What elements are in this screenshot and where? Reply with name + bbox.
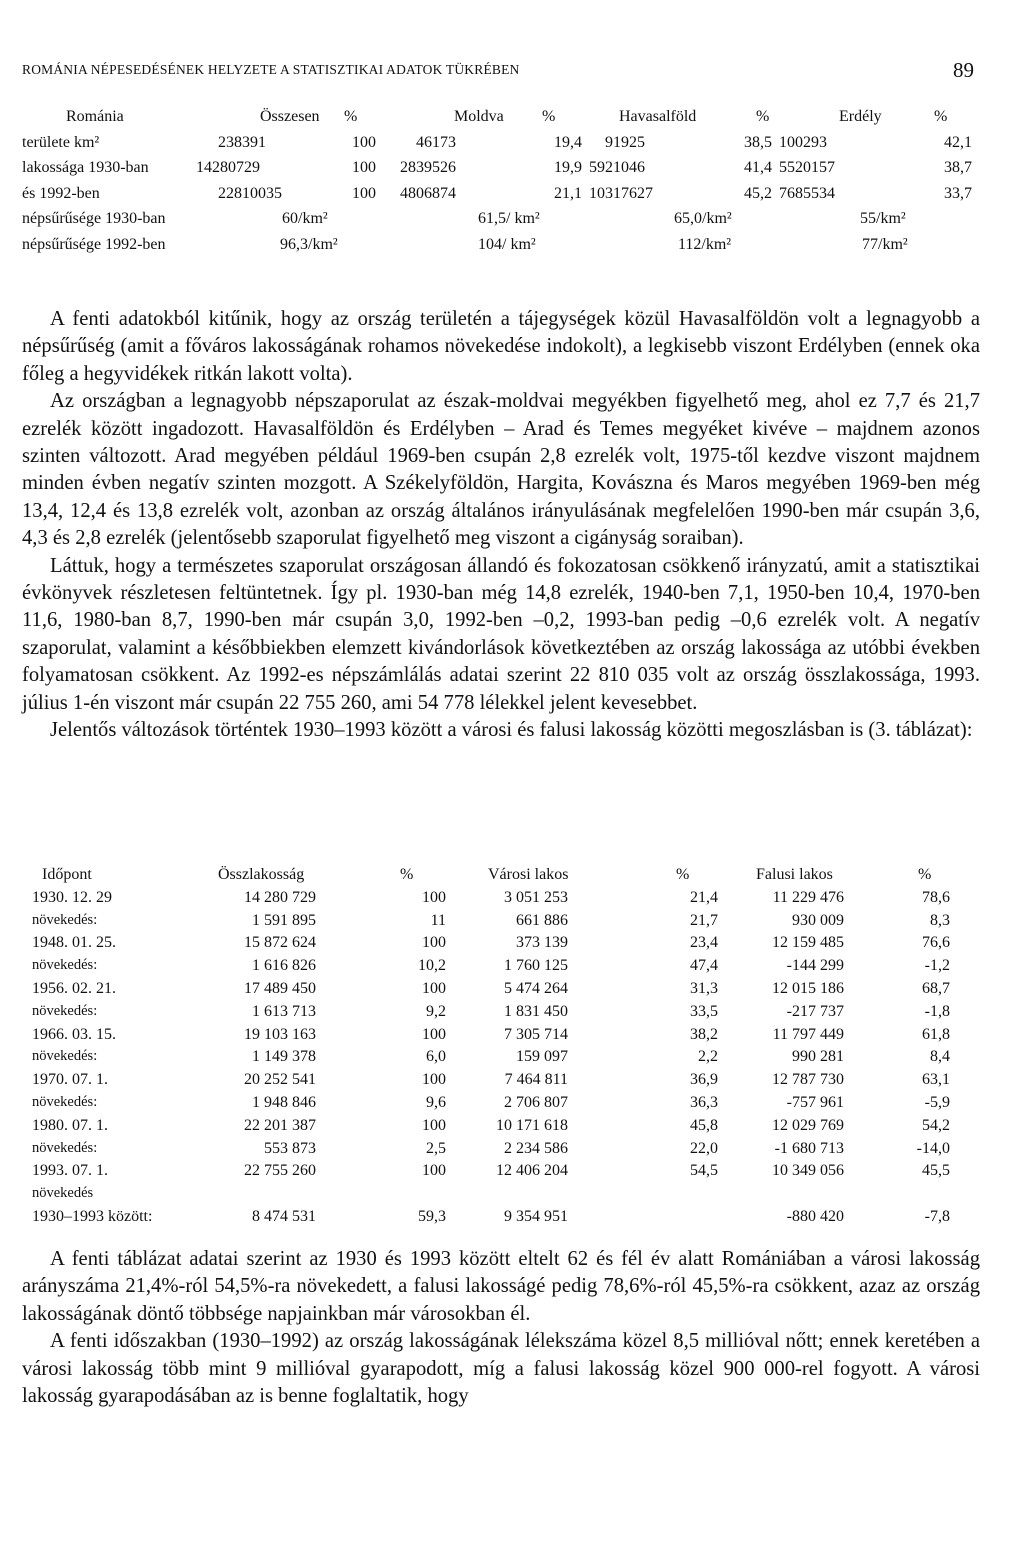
table-cell: -1 680 713 bbox=[774, 1139, 844, 1157]
table-row bbox=[22, 957, 982, 980]
column-header: Erdély bbox=[839, 108, 882, 125]
column-header: Összlakosság bbox=[218, 866, 305, 883]
table-cell: -1,2 bbox=[924, 957, 950, 975]
table-cell: 8,3 bbox=[930, 911, 950, 929]
table-cell: 11 229 476 bbox=[772, 888, 844, 906]
table-row bbox=[22, 1026, 982, 1049]
table-cell: 10 349 056 bbox=[772, 1162, 844, 1180]
table-cell: 45,5 bbox=[922, 1162, 950, 1180]
table-cell: 553 873 bbox=[264, 1139, 316, 1157]
column-header: % bbox=[934, 108, 948, 125]
table-cell: -5,9 bbox=[924, 1093, 950, 1111]
table-cell: 36,9 bbox=[690, 1071, 718, 1089]
table-cell: 22,0 bbox=[690, 1139, 718, 1157]
table-row bbox=[22, 185, 982, 211]
table-cell: 61,5/ km² bbox=[478, 210, 540, 227]
table-cell: 100 bbox=[352, 159, 376, 176]
table-cell: 2 706 807 bbox=[504, 1093, 568, 1111]
row-label: 1980. 07. 1. bbox=[32, 1116, 108, 1134]
table-cell: 100 bbox=[422, 979, 446, 997]
table-cell: -7,8 bbox=[924, 1207, 950, 1225]
column-header: Időpont bbox=[42, 866, 92, 883]
table-cell: 5921046 bbox=[589, 159, 645, 176]
row-label: 1948. 01. 25. bbox=[32, 934, 116, 952]
table-cell: 11 bbox=[430, 911, 446, 929]
regional-area-population-table bbox=[22, 108, 982, 261]
table-cell: 1 591 895 bbox=[252, 911, 316, 929]
table-cell: 100 bbox=[422, 1025, 446, 1043]
table-cell: 7 464 811 bbox=[504, 1071, 568, 1089]
table-cell: 1 760 125 bbox=[504, 957, 568, 975]
column-header: % bbox=[344, 108, 358, 125]
table-header-row bbox=[22, 866, 982, 889]
column-header: % bbox=[756, 108, 770, 125]
table-cell: 112/km² bbox=[678, 235, 732, 253]
table-cell: 47,4 bbox=[690, 957, 718, 975]
table-cell: 21,4 bbox=[690, 888, 718, 906]
table-cell: 17 489 450 bbox=[244, 979, 316, 997]
column-header: % bbox=[676, 866, 690, 883]
paragraph: A fenti adatokból kitűnik, hogy az ország területén a tájegységek közül Havasalföldön volt a legnagyobb a népsűrűség (amit a főváros lakosságának rohamos növekedése indokolt), a legkisebb viszont Erdélyben (ennek oka főleg a hegyvidékek ritkán lakott volta). bbox=[22, 308, 980, 385]
table-row bbox=[22, 1071, 982, 1094]
table-row bbox=[22, 134, 982, 160]
table-cell: 42,1 bbox=[944, 133, 972, 151]
row-label: növekedés: bbox=[32, 1139, 98, 1156]
table-cell: 661 886 bbox=[516, 911, 568, 929]
row-label: 1966. 03. 15. bbox=[32, 1025, 116, 1043]
table-cell: -144 299 bbox=[786, 957, 844, 975]
table-cell: 8 474 531 bbox=[252, 1207, 316, 1225]
table-header-row bbox=[22, 108, 982, 134]
table-cell: 60/km² bbox=[282, 210, 328, 227]
table-cell: 21,1 bbox=[554, 184, 582, 202]
table-cell: -14,0 bbox=[916, 1139, 950, 1157]
table-cell: 6,0 bbox=[426, 1048, 446, 1066]
table-cell: -757 961 bbox=[786, 1093, 844, 1111]
table-cell: 100 bbox=[352, 184, 376, 202]
table-cell: 15 872 624 bbox=[244, 934, 316, 952]
table-cell: 2,2 bbox=[698, 1048, 718, 1066]
row-label: népsűrűsége 1930-ban bbox=[22, 210, 166, 227]
table-row bbox=[22, 1140, 982, 1163]
table-cell: 38,2 bbox=[690, 1025, 718, 1043]
table-cell: 33,5 bbox=[690, 1002, 718, 1020]
table-cell: 5 474 264 bbox=[504, 979, 568, 997]
column-header: Összesen bbox=[260, 108, 320, 125]
table-row bbox=[22, 1094, 982, 1117]
table-cell: 930 009 bbox=[792, 911, 844, 929]
table-row bbox=[22, 889, 982, 912]
table-cell: 14280729 bbox=[196, 159, 260, 176]
row-label: 1970. 07. 1. bbox=[32, 1071, 108, 1089]
table-cell: 14 280 729 bbox=[244, 888, 316, 906]
table-cell: 8,4 bbox=[930, 1048, 950, 1066]
row-label: növekedés: bbox=[32, 1048, 98, 1065]
table-cell: 36,3 bbox=[690, 1093, 718, 1111]
column-header: Városi lakos bbox=[488, 866, 569, 883]
column-header: % bbox=[542, 108, 556, 125]
row-label: növekedés: bbox=[32, 911, 98, 928]
column-header: % bbox=[918, 866, 932, 883]
table-cell: 91925 bbox=[605, 133, 645, 151]
table-cell: 22 755 260 bbox=[244, 1162, 316, 1180]
table-cell: 9 354 951 bbox=[504, 1207, 568, 1225]
table-cell: 45,2 bbox=[744, 184, 772, 202]
table-cell: 2,5 bbox=[426, 1139, 446, 1157]
table-cell: 68,7 bbox=[922, 979, 950, 997]
table-cell: 1 613 713 bbox=[252, 1002, 316, 1020]
row-label: növekedés bbox=[32, 1185, 94, 1202]
running-title: ROMÁNIA NÉPESEDÉSÉNEK HELYZETE A STATISZTIKAI ADATOK TÜKRÉBEN bbox=[22, 62, 520, 77]
table-cell: 159 097 bbox=[516, 1048, 568, 1066]
paragraph: Jelentős változások történtek 1930–1993 között a városi és falusi lakosság közötti megoszlásban is (3. táblázat): bbox=[50, 719, 973, 742]
table-cell: 33,7 bbox=[944, 184, 972, 202]
table-cell: 1 149 378 bbox=[252, 1048, 316, 1066]
table-cell: 19 103 163 bbox=[244, 1025, 316, 1043]
column-header: % bbox=[400, 866, 414, 883]
table-cell: 19,9 bbox=[554, 159, 582, 176]
table-cell: 61,8 bbox=[922, 1025, 950, 1043]
table-row bbox=[22, 1048, 982, 1071]
row-label: növekedés: bbox=[32, 1093, 98, 1110]
table-cell: 31,3 bbox=[690, 979, 718, 997]
table-cell: -880 420 bbox=[786, 1207, 844, 1225]
table-row bbox=[22, 912, 982, 935]
table-cell: 104/ km² bbox=[478, 235, 536, 253]
page-number: 89 bbox=[953, 58, 974, 82]
table-cell: 2 234 586 bbox=[504, 1139, 568, 1157]
table-cell: 238391 bbox=[218, 133, 266, 151]
column-header: Falusi lakos bbox=[756, 866, 833, 883]
row-label: növekedés: bbox=[32, 1002, 98, 1019]
table-cell: 10,2 bbox=[418, 957, 446, 975]
table-cell: 54,2 bbox=[922, 1116, 950, 1134]
row-label: 1956. 02. 21. bbox=[32, 979, 116, 997]
table-cell: 22 201 387 bbox=[244, 1116, 316, 1134]
table-cell: 63,1 bbox=[922, 1071, 950, 1089]
table-cell: 41,4 bbox=[744, 159, 772, 176]
table-cell: 3 051 253 bbox=[504, 888, 568, 906]
body-text-section-b bbox=[22, 1246, 980, 1410]
row-label: 1930–1993 között: bbox=[32, 1207, 153, 1225]
table-cell: 78,6 bbox=[922, 888, 950, 906]
table-cell: 65,0/km² bbox=[674, 210, 732, 227]
table-total-row-label bbox=[22, 1185, 982, 1208]
table-cell: 59,3 bbox=[418, 1207, 446, 1225]
table-cell: 12 029 769 bbox=[772, 1116, 844, 1134]
table-cell: -217 737 bbox=[786, 1002, 844, 1020]
table-cell: 11 797 449 bbox=[772, 1025, 844, 1043]
table-cell: 1 948 846 bbox=[252, 1093, 316, 1111]
table-cell: 77/km² bbox=[862, 235, 908, 253]
table-cell: 46173 bbox=[416, 133, 456, 151]
table-cell: 96,3/km² bbox=[280, 235, 338, 253]
table-cell: 100 bbox=[422, 1116, 446, 1134]
table-cell: 54,5 bbox=[690, 1162, 718, 1180]
table-cell: 23,4 bbox=[690, 934, 718, 952]
table-cell: 12 159 485 bbox=[772, 934, 844, 952]
table-row bbox=[22, 980, 982, 1003]
table-cell: 100 bbox=[352, 133, 376, 151]
running-head bbox=[22, 58, 974, 84]
table-cell: 22810035 bbox=[218, 184, 282, 202]
table-cell: 9,6 bbox=[426, 1093, 446, 1111]
table-total-row bbox=[22, 1208, 982, 1231]
paragraph: Láttuk, hogy a természetes szaporulat országosan állandó és fokozatosan csökkenő irányzatú, amit a statisztikai évkönyvek részletesen feltüntetnek. Így pl. 1930-ban még 14,8 ezrelék, 1940-ben 7,1, 1950-ben 10,4, 1970-ben 11,6, 1980-ban 8,7, 1990-ben már csupán 3,0, 1992-ben –0,2, 1993-ban pedig –0,6 ezrelék volt. A negatív szaporulat, valamint a későbbiekben elemzett kivándorlások következtében az ország lakossága az utóbbi években folyamatosan csökkent. Az 1992-es népszámlálás adatai szerint 22 810 035 volt az ország összlakossága, 1993. július 1-én viszont már csupán 22 755 260, ami 54 778 lélekkel jelent kevesebbet. bbox=[22, 554, 980, 714]
paragraph: A fenti táblázat adatai szerint az 1930 és 1993 között eltelt 62 és fél év alatt Romániában a városi lakosság arányszáma 21,4%-ról 54,5%-ra növekedett, a falusi lakosságé pedig 78,6%-ról 45,5%-ra csökkent, azaz az ország lakosságának döntő többsége napjainkban már városokban él. bbox=[22, 1248, 980, 1325]
table-cell: 21,7 bbox=[690, 911, 718, 929]
table-cell: 20 252 541 bbox=[244, 1071, 316, 1089]
table-cell: 12 787 730 bbox=[772, 1071, 844, 1089]
body-text-section-a bbox=[22, 306, 980, 745]
table-cell: 373 139 bbox=[516, 934, 568, 952]
table-cell: 19,4 bbox=[554, 133, 582, 151]
column-header: Havasalföld bbox=[619, 108, 697, 125]
table-cell: 12 015 186 bbox=[772, 979, 844, 997]
table-row bbox=[22, 159, 982, 185]
row-label: népsűrűsége 1992-ben bbox=[22, 235, 166, 253]
table-cell: 2839526 bbox=[400, 159, 456, 176]
paragraph: A fenti időszakban (1930–1992) az ország lakosságának lélekszáma közel 8,5 millióval nőtt; ennek keretében a városi lakosság több mint 9 millióval gyarapodott, míg a falusi lakosság közel 900 000-rel fogyott. A városi lakosság gyarapodásában az is benne foglaltatik, hogy bbox=[22, 1330, 980, 1408]
table-cell: 38,5 bbox=[744, 133, 772, 151]
row-label: és 1992-ben bbox=[22, 184, 100, 202]
table-cell: 4806874 bbox=[400, 184, 456, 202]
paragraph: Az országban a legnagyobb népszaporulat az észak-moldvai megyékben figyelhető meg, ahol ez 7,7 és 21,7 ezrelék között ingadozott. Havasalföldön és Erdélyben – Arad és Temes megyéket kivéve – majdnem azonos szinten változott. Arad megyében például 1969-ben csupán 2,8 ezrelék volt, 1975-től kezdve viszont majdnem minden évben negatív szinten mozgott. A Székelyföldön, Hargita, Kovászna és Maros megyében 1969-ben még 13,4, 12,4 és 13,8 ezrelék volt, azonban az ország általános irányulásának megfelelően 1990-ben már csupán 3,6, 4,3 és 2,8 ezrelék (jelentősebb szaporulat figyelhető meg viszont a cigányság soraiban). bbox=[22, 390, 980, 550]
table-row bbox=[22, 1003, 982, 1026]
column-header: Moldva bbox=[454, 108, 504, 125]
row-label: 1930. 12. 29 bbox=[32, 888, 112, 906]
table-row bbox=[22, 1117, 982, 1140]
table-cell: 100 bbox=[422, 888, 446, 906]
table-cell: 38,7 bbox=[944, 159, 972, 176]
table-cell: 1 831 450 bbox=[504, 1002, 568, 1020]
row-label: lakossága 1930-ban bbox=[22, 159, 149, 176]
table-cell: 100 bbox=[422, 934, 446, 952]
table-cell: 5520157 bbox=[779, 159, 835, 176]
table-cell: 990 281 bbox=[792, 1048, 844, 1066]
column-header: Románia bbox=[66, 108, 124, 125]
table-cell: 100293 bbox=[779, 133, 827, 151]
table-cell: 7 305 714 bbox=[504, 1025, 568, 1043]
table-row bbox=[22, 934, 982, 957]
table-cell: 45,8 bbox=[690, 1116, 718, 1134]
table-cell: 100 bbox=[422, 1071, 446, 1089]
table-row bbox=[22, 1162, 982, 1185]
urban-rural-population-table bbox=[22, 866, 982, 1231]
table-row bbox=[22, 210, 982, 236]
table-cell: -1,8 bbox=[924, 1002, 950, 1020]
table-row bbox=[22, 236, 982, 262]
table-cell: 9,2 bbox=[426, 1002, 446, 1020]
table-cell: 1 616 826 bbox=[252, 957, 316, 975]
row-label: területe km² bbox=[22, 133, 100, 151]
table-cell: 100 bbox=[422, 1162, 446, 1180]
table-cell: 55/km² bbox=[860, 210, 906, 227]
row-label: növekedés: bbox=[32, 957, 98, 974]
table-cell: 7685534 bbox=[779, 184, 835, 202]
table-cell: 76,6 bbox=[922, 934, 950, 952]
table-cell: 10 171 618 bbox=[496, 1116, 568, 1134]
table-cell: 12 406 204 bbox=[496, 1162, 568, 1180]
row-label: 1993. 07. 1. bbox=[32, 1162, 108, 1180]
table-cell: 10317627 bbox=[589, 184, 653, 202]
